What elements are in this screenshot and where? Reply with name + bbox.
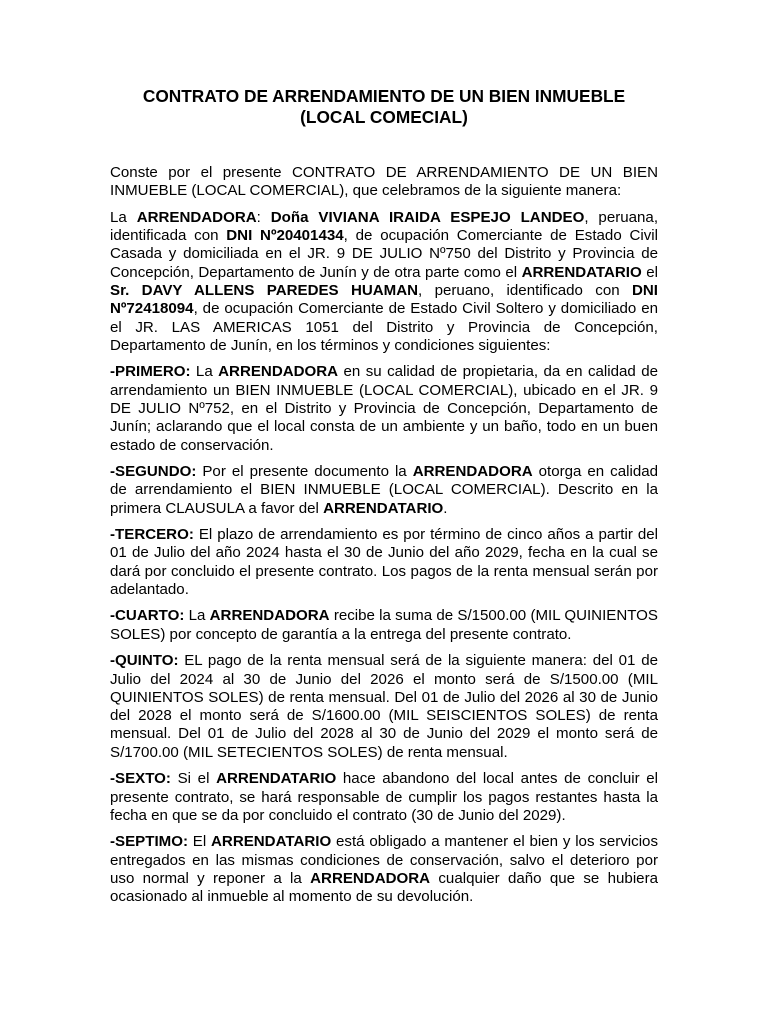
text-run: El plazo de arrendamiento es por término de cinco años a partir del 01 de Julio del año 2024 hasta el 30 de Junio del año 2029, fecha en la cual se dará por concluido el presente contrato. Los pagos de la renta mensual serán por adelantado. [110,526,658,598]
bold-text-run: ARRENDATARIO [211,833,332,851]
title-line-2: (LOCAL COMECIAL) [300,107,468,127]
text-run: . [443,499,448,517]
text-run: otorga en calidad de arrendamiento el BIEN INMUEBLE (LOCAL COMERCIAL). Descrito en la primera CLAUSULA a favor del [110,463,658,517]
text-run: en su calidad de propietaria, da en calidad de arrendamiento un BIEN INMUEBLE (LOCAL COMERCIAL), ubicado en el JR. 9 DE JULIO Nº752, en el Distrito y Provincia de Concepción, Departamento de Junín; aclarando que el local consta de un ambiente y un baño, todo en un buen estado de conservación. [110,363,658,454]
text-run: La [190,363,219,381]
text-run: , de ocupación Comerciante de Estado Civil Casada y domiciliada en el JR. 9 DE JULIO Nº750 del Distrito y Provincia de Concepción, Departamento de Junín y de otra parte como el [110,227,659,281]
bold-text-run: ARRENDADORA [136,208,257,226]
text-run: , peruano, identificado con [418,281,632,299]
clause-primero [110,363,658,454]
text-run: hace abandono del local antes de concluir el presente contrato, se hará responsable de cumplir los pagos restantes hasta la fecha en que se da por concluido el contrato (30 de Junio del 2029). [110,770,659,824]
bold-text-run: Doña VIVIANA IRAIDA ESPEJO LANDEO [270,208,585,226]
text-run: Conste por el presente CONTRATO DE ARRENDAMIENTO DE UN BIEN INMUEBLE (LOCAL COMERCIAL), que celebramos de la siguiente manera: [110,164,658,200]
bold-text-run: -PRIMERO: [110,363,191,381]
text-run: cualquier daño que se hubiera ocasionado al inmueble al momento de su devolución. [110,869,658,906]
bold-text-run: ARRENDADORA [412,463,533,481]
text-run: La [110,208,137,226]
bold-text-run: ARRENDATARIO [216,770,337,788]
clause-cuarto [110,607,658,644]
text-run: Si el [170,770,217,788]
bold-text-run: ARRENDATARIO [323,499,444,517]
text-run: La [184,607,210,625]
bold-text-run: -TERCERO: [110,526,194,544]
text-run: , de ocupación Comerciante de Estado Civil Soltero y domiciliado en el JR. LAS AMERICAS 1051 del Distrito y Provincia de Concepción, Departamento de Junín, en los términos y condiciones siguientes: [110,300,658,354]
bold-text-run: -SEPTIMO: [110,833,188,851]
text-run: , peruana, identificada con [110,208,659,245]
bold-text-run: -SEXTO: [110,770,171,788]
bold-text-run: ARRENDADORA [218,363,339,381]
bold-text-run: ARRENDADORA [209,607,330,625]
bold-text-run: DNI Nº72418094 [110,281,658,318]
clause-tercero [110,526,658,599]
bold-text-run: -SEGUNDO: [110,463,197,481]
bold-text-run: ARRENDATARIO [521,263,642,281]
title-line-1: CONTRATO DE ARRENDAMIENTO DE UN BIEN INMUEBLE [142,86,626,106]
document-body [110,164,658,915]
bold-text-run: Sr. DAVY ALLENS PAREDES HUAMAN [110,281,419,299]
bold-text-run: DNI Nº20401434 [226,227,344,245]
text-run: : [256,208,271,226]
text-run: Por el presente documento la [196,463,413,481]
bold-text-run: ARRENDADORA [310,869,431,887]
paragraph-intro [110,164,658,201]
paragraph-parties [110,209,658,355]
bold-text-run: -QUINTO: [110,652,179,670]
clause-quinto [110,652,658,762]
text-run: está obligado a mantener el bien y los servicios entregados en las mismas condiciones de conservación, salvo el deterioro por uso normal y reponer a la [110,833,659,887]
bold-text-run: -CUARTO: [110,607,185,625]
document-title [110,86,658,128]
text-run: el [641,263,658,281]
clause-sexto [110,770,658,825]
text-run: El [187,833,212,851]
clause-segundo [110,463,658,518]
text-run: recibe la suma de S/1500.00 (MIL QUINIENTOS SOLES) por concepto de garantía a la entrega del presente contrato. [110,607,658,643]
clause-septimo [110,833,658,906]
text-run: EL pago de la renta mensual será de la siguiente manera: del 01 de Julio del 2024 al 30 de Junio del 2026 el monto será de S/1500.00 (MIL QUINIENTOS SOLES) de renta mensual. Del 01 de Julio del 2026 al 30 de Junio del 2028 el monto será de S/1600.00 (MIL SEISCIENTOS SOLES) de renta mensual. Del 01 de Julio del 2028 al 30 de Junio del 2029 el monto será de S/1700.00 (MIL SETECIENTOS SOLES) de renta mensual. [110,652,658,761]
